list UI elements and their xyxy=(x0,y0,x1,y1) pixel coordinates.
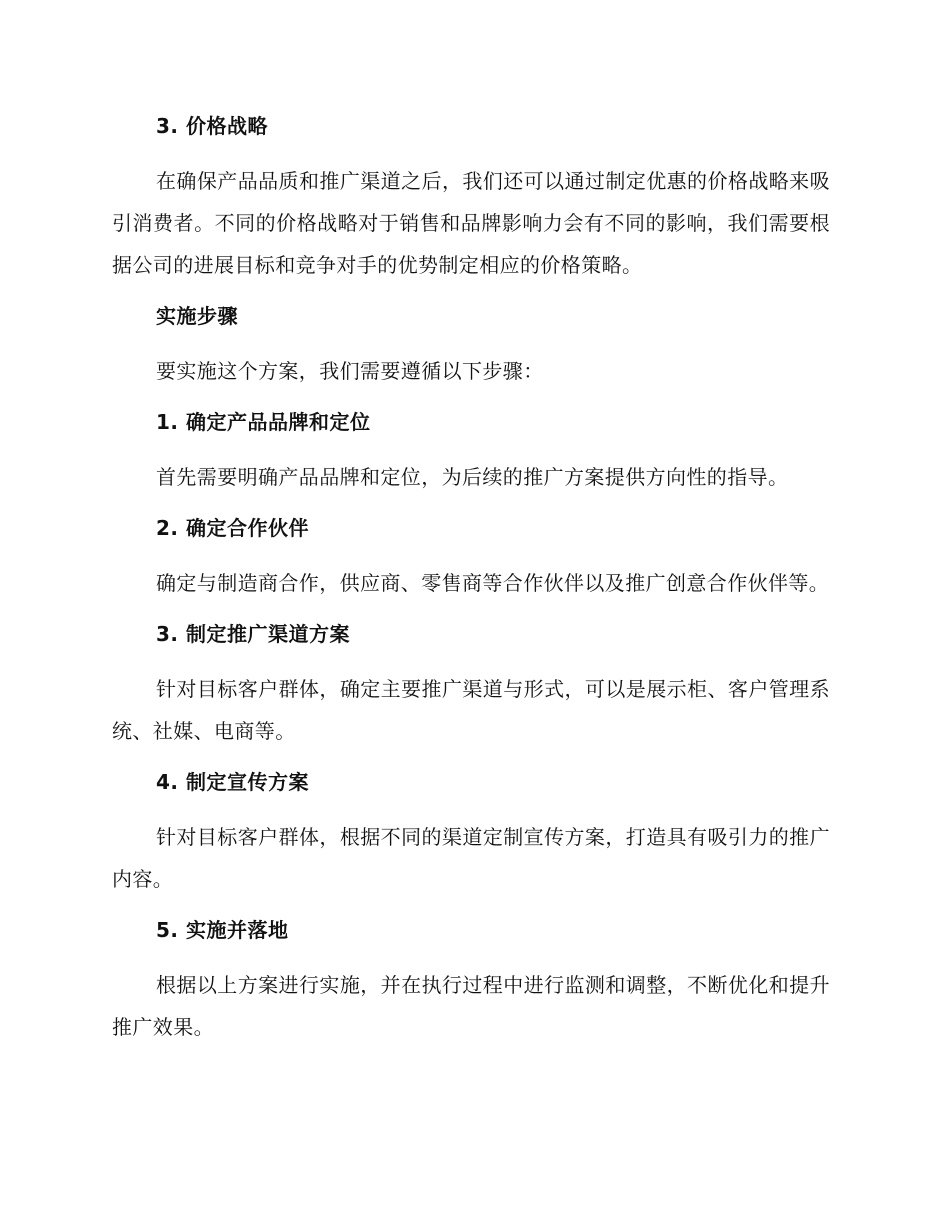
step-3-heading: 3. 制定推广渠道方案 xyxy=(156,622,350,646)
section-price-strategy-heading: 3. 价格战略 xyxy=(156,114,268,138)
step-4-heading: 4. 制定宣传方案 xyxy=(156,770,309,794)
document-body xyxy=(112,106,830,1058)
step-2-heading: 2. 确定合作伙伴 xyxy=(156,516,309,540)
implementation-intro-paragraph: 要实施这个方案，我们需要遵循以下步骤： xyxy=(156,359,544,383)
step-5-heading: 5. 实施并落地 xyxy=(156,918,289,942)
implementation-steps-heading: 实施步骤 xyxy=(156,304,238,328)
step-5-paragraph: 根据以上方案进行实施，并在执行过程中进行监测和调整，不断优化和提升推广效果。 xyxy=(112,973,830,1039)
price-strategy-paragraph: 在确保产品品质和推广渠道之后，我们还可以通过制定优惠的价格战略来吸引消费者。不同的价格战略对于销售和品牌影响力会有不同的影响，我们需要根据公司的进展目标和竞争对手的优势制定相应的价格策略。 xyxy=(112,169,830,277)
step-1-paragraph: 首先需要明确产品品牌和定位，为后续的推广方案提供方向性的指导。 xyxy=(156,465,789,489)
step-4-paragraph: 针对目标客户群体，根据不同的渠道定制宣传方案，打造具有吸引力的推广内容。 xyxy=(112,825,830,891)
step-1-heading: 1. 确定产品品牌和定位 xyxy=(156,410,371,434)
step-3-paragraph: 针对目标客户群体，确定主要推广渠道与形式，可以是展示柜、客户管理系统、社媒、电商等。 xyxy=(112,677,830,743)
step-2-paragraph: 确定与制造商合作，供应商、零售商等合作伙伴以及推广创意合作伙伴等。 xyxy=(156,571,830,595)
